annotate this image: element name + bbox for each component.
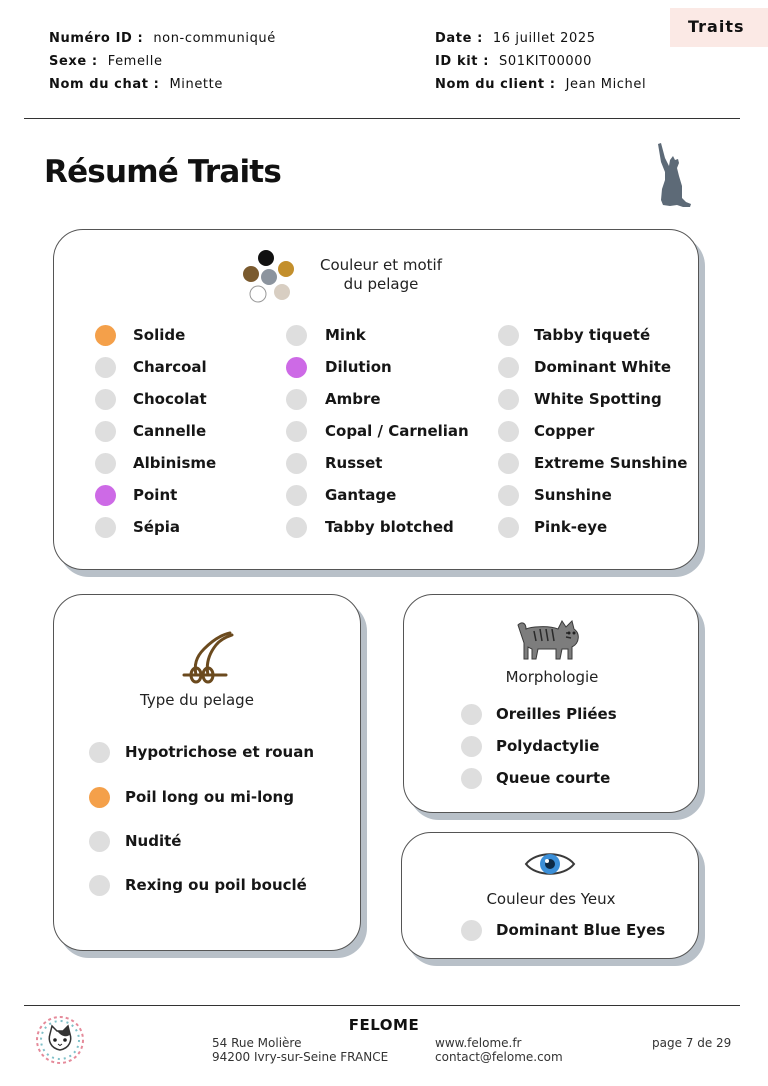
header-date-value: 16 juillet 2025 (492, 31, 596, 46)
trait-indicator (461, 704, 482, 725)
trait-indicator (461, 920, 482, 941)
footer-website[interactable]: www.felome.fr (435, 1036, 522, 1050)
trait-indicator (286, 421, 307, 442)
trait-oreilles-pliees (461, 703, 617, 725)
trait-indicator (498, 453, 519, 474)
trait-label: Hypotrichose et rouan (125, 743, 315, 761)
trait-label: Polydactylie (496, 737, 600, 755)
trait-label: Point (133, 486, 178, 504)
trait-label: Ambre (325, 390, 381, 408)
trait-label: Copper (534, 422, 595, 440)
header-id-label: Numéro ID : (49, 31, 144, 46)
trait-indicator (95, 517, 116, 538)
trait-indicator (461, 768, 482, 789)
trait-indicator (498, 421, 519, 442)
header-kit-id (435, 54, 592, 69)
header-divider (24, 118, 740, 119)
coat-color-card (53, 229, 699, 570)
eye-icon (524, 847, 576, 885)
trait-label: White Spotting (534, 390, 662, 408)
trait-indicator (498, 485, 519, 506)
section-tag (670, 8, 768, 47)
trait-hypotrichose-rouan (89, 741, 314, 763)
footer-page-number: page 7 de 29 (652, 1036, 732, 1050)
morphology-card (403, 594, 699, 813)
coat-color-title-line1: Couleur et motif (320, 256, 442, 274)
trait-label: Copal / Carnelian (325, 422, 469, 440)
trait-dominant-white (498, 356, 671, 378)
morphology-title: Morphologie (505, 668, 599, 686)
trait-label: Rexing ou poil bouclé (125, 876, 307, 894)
header-id (49, 31, 276, 46)
trait-poil-long (89, 786, 294, 808)
header-client-value: Jean Michel (565, 77, 647, 92)
trait-solide (95, 324, 185, 346)
header-id-value: non-communiqué (153, 31, 276, 46)
trait-indicator (461, 736, 482, 757)
header-sex (49, 54, 163, 69)
trait-label: Nudité (125, 832, 182, 850)
trait-indicator (286, 389, 307, 410)
trait-label: Mink (325, 326, 366, 344)
trait-indicator (95, 421, 116, 442)
trait-label: Dominant White (534, 358, 672, 376)
trait-nudite (89, 830, 181, 852)
trait-label: Charcoal (133, 358, 207, 376)
section-tag-label: Traits (688, 17, 745, 36)
trait-label: Oreilles Pliées (496, 705, 617, 723)
trait-indicator (286, 325, 307, 346)
header-client-label: Nom du client : (435, 77, 556, 92)
eyes-title: Couleur des Yeux (486, 890, 616, 908)
header-kit-id-value: S01KIT00000 (499, 54, 593, 69)
header-date (435, 31, 596, 46)
trait-tabby-tiquete (498, 324, 650, 346)
trait-indicator (498, 389, 519, 410)
header-sex-label: Sexe : (49, 54, 98, 69)
footer-address (212, 1036, 388, 1064)
footer-address-line1: 54 Rue Molière (212, 1036, 302, 1050)
coat-color-title (304, 256, 458, 294)
trait-gantage (286, 484, 396, 506)
trait-indicator (95, 357, 116, 378)
trait-charcoal (95, 356, 207, 378)
trait-extreme-sunshine (498, 452, 687, 474)
trait-copper (498, 420, 594, 442)
trait-indicator (89, 831, 110, 852)
trait-sunshine (498, 484, 612, 506)
trait-label: Tabby tiqueté (534, 326, 651, 344)
trait-tabby-blotched (286, 516, 454, 538)
footer-contact (435, 1036, 563, 1064)
trait-label: Poil long ou mi-long (125, 788, 294, 806)
trait-indicator (95, 453, 116, 474)
header-sex-value: Femelle (107, 54, 163, 69)
trait-mink (286, 324, 366, 346)
trait-indicator (286, 357, 307, 378)
footer-divider (24, 1005, 740, 1006)
tabby-cat-icon (514, 607, 584, 667)
trait-indicator (286, 485, 307, 506)
trait-indicator (89, 875, 110, 896)
trait-russet (286, 452, 382, 474)
header-date-label: Date : (435, 31, 483, 46)
trait-indicator (498, 357, 519, 378)
trait-indicator (95, 325, 116, 346)
trait-rexing (89, 874, 307, 896)
trait-label: Solide (133, 326, 186, 344)
trait-dilution (286, 356, 392, 378)
trait-copal-carnelian (286, 420, 469, 442)
header-cat-name (49, 77, 223, 92)
coat-type-title: Type du pelage (140, 691, 254, 709)
coat-type-card (53, 594, 361, 951)
eyes-card (401, 832, 699, 959)
page-title: Résumé Traits (44, 154, 281, 190)
trait-point (95, 484, 177, 506)
trait-indicator (498, 325, 519, 346)
trait-label: Extreme Sunshine (534, 454, 688, 472)
trait-indicator (95, 485, 116, 506)
trait-polydactylie (461, 735, 599, 757)
trait-queue-courte (461, 767, 610, 789)
trait-label: Albinisme (133, 454, 217, 472)
trait-chocolat (95, 388, 207, 410)
trait-label: Russet (325, 454, 383, 472)
trait-label: Gantage (325, 486, 397, 504)
trait-label: Pink-eye (534, 518, 608, 536)
trait-indicator (286, 517, 307, 538)
trait-white-spotting (498, 388, 662, 410)
trait-label: Sépia (133, 518, 180, 536)
header-cat-name-value: Minette (169, 77, 223, 92)
color-palette-icon (241, 248, 297, 308)
trait-indicator (89, 787, 110, 808)
trait-label: Dilution (325, 358, 392, 376)
footer-email[interactable]: contact@felome.com (435, 1050, 563, 1064)
felome-logo (34, 1014, 86, 1070)
trait-albinisme (95, 452, 216, 474)
trait-cannelle (95, 420, 206, 442)
trait-sepia (95, 516, 180, 538)
trait-pink-eye (498, 516, 607, 538)
header-kit-id-label: ID kit : (435, 54, 489, 69)
trait-dominant-blue-eyes (461, 919, 665, 941)
trait-label: Chocolat (133, 390, 207, 408)
trait-ambre (286, 388, 381, 410)
footer-brand: FELOME (348, 1016, 420, 1034)
header-client (435, 77, 646, 92)
trait-label: Tabby blotched (325, 518, 454, 536)
trait-label: Sunshine (534, 486, 612, 504)
trait-indicator (286, 453, 307, 474)
trait-label: Queue courte (496, 769, 611, 787)
coat-color-title-line2: du pelage (343, 275, 419, 293)
trait-indicator (89, 742, 110, 763)
trait-indicator (95, 389, 116, 410)
trait-label: Dominant Blue Eyes (496, 921, 666, 939)
header-cat-name-label: Nom du chat : (49, 77, 160, 92)
hair-follicle-icon (176, 629, 236, 689)
trait-label: Cannelle (133, 422, 207, 440)
trait-indicator (498, 517, 519, 538)
footer-address-line2: 94200 Ivry-sur-Seine FRANCE (212, 1050, 389, 1064)
sitting-cat-icon (650, 142, 694, 214)
